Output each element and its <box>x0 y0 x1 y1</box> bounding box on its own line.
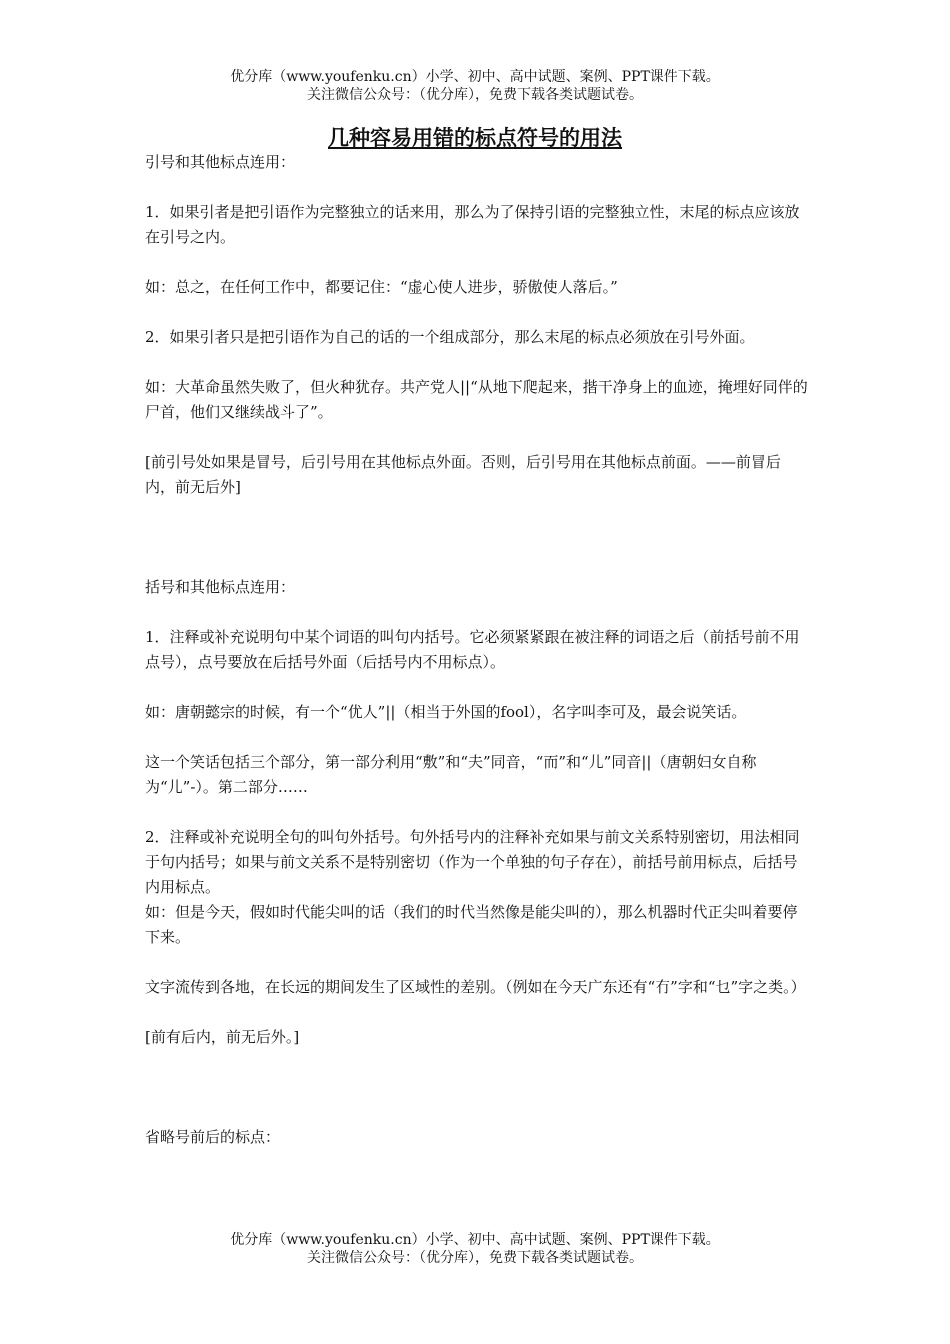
page-footer <box>0 1231 950 1267</box>
section-2-example-2: 这一个笑话包括三个部分，第一部分利用“敷”和“夫”同音，“而”和“儿”同音||（唐朝妇女自称为“儿”-）。第二部分…… <box>145 753 757 796</box>
footer-line-1: 优分库（www.youfenku.cn）小学、初中、高中试题、案例、PPT课件下载。 <box>230 1232 720 1248</box>
section-1-paragraph-2: 2．如果引者只是把引语作为自己的话的一个组成部分，那么末尾的标点必须放在引号外面。 <box>145 328 755 346</box>
page-header <box>0 68 950 104</box>
document-title: 几种容易用错的标点符号的用法 <box>328 126 622 150</box>
section-1-rule: [前引号处如果是冒号，后引号用在其他标点外面。否则，后引号用在其他标点前面。——前冒后内，前无后外] <box>145 453 781 496</box>
header-line-2: 关注微信公众号：（优分库），免费下载各类试题试卷。 <box>307 87 643 103</box>
section-2-paragraph-1: 1．注释或补充说明句中某个词语的叫句内括号。它必须紧紧跟在被注释的词语之后（前括号前不用点号），点号要放在后括号外面（后括号内不用标点）。 <box>145 628 800 671</box>
section-2-example-4: 文字流传到各地，在长远的期间发生了区域性的差别。（例如在今天广东还有“冇”字和“乜”字之类。） <box>145 978 806 996</box>
footer-line-2: 关注微信公众号：（优分库），免费下载各类试题试卷。 <box>307 1250 643 1266</box>
section-2-example-3: 如：但是今天，假如时代能尖叫的话（我们的时代当然像是能尖叫的），那么机器时代正尖叫着要停下来。 <box>145 903 798 946</box>
section-1-example-1: 如：总之，在任何工作中，都要记住：“虚心使人进步，骄傲使人落后。” <box>145 278 618 296</box>
section-2-heading: 括号和其他标点连用： <box>145 578 296 596</box>
section-3-heading: 省略号前后的标点： <box>145 1128 281 1146</box>
section-1-heading: 引号和其他标点连用： <box>145 153 296 171</box>
section-1-paragraph-1: 1．如果引者是把引语作为完整独立的话来用，那么为了保持引语的完整独立性，末尾的标点应该放在引号之内。 <box>145 203 800 246</box>
section-1-example-2: 如：大革命虽然失败了，但火种犹存。共产党人||“从地下爬起来，揩干净身上的血迹，掩埋好同伴的尸首，他们又继续战斗了”。 <box>145 378 808 421</box>
section-2-paragraph-2: 2．注释或补充说明全句的叫句外括号。句外括号内的注释补充如果与前文关系特别密切，用法相同于句内括号；如果与前文关系不是特别密切（作为一个单独的句子存在），前括号前用标点，后括号内用标点。 <box>145 828 800 896</box>
header-line-1: 优分库（www.youfenku.cn）小学、初中、高中试题、案例、PPT课件下载。 <box>230 69 720 85</box>
document-body <box>145 150 810 1150</box>
section-2-example-1: 如：唐朝懿宗的时候，有一个“优人”||（相当于外国的fool），名字叫李可及，最会说笑话。 <box>145 703 747 721</box>
section-2-rule: [前有后内，前无后外。] <box>145 1028 300 1046</box>
